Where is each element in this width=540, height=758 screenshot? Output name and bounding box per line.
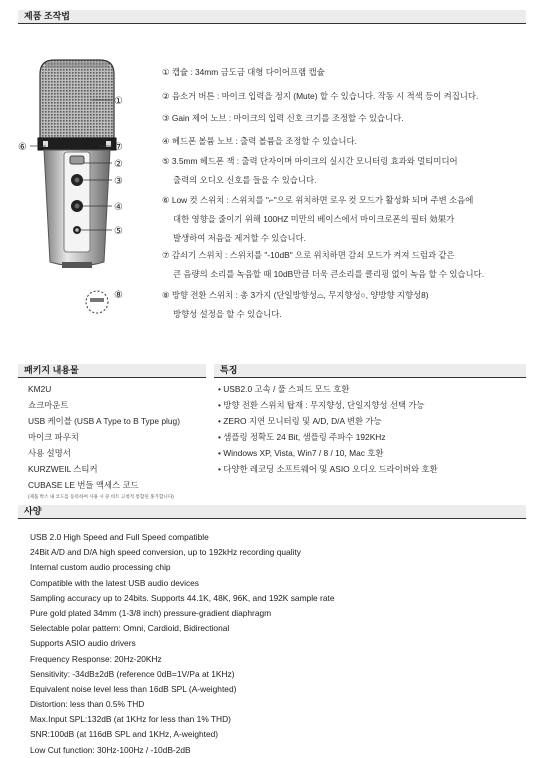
specs-divider	[18, 518, 526, 519]
feature-item	[162, 91, 478, 102]
spec-item: Max.Input SPL:132dB (at 1KHz for less than 1% THD)	[30, 714, 231, 725]
callout-7: ⑦	[114, 142, 123, 153]
package-item: KM2U	[28, 384, 52, 394]
feature-item	[162, 113, 404, 124]
feature-line: ③ Gain 제어 노브 : 마이크의 입력 신호 크기를 조정할 수 있습니다.	[162, 113, 404, 123]
feature-line: ① 캡슐 : 34mm 금도금 대형 다이어프램 캡슐	[162, 67, 325, 77]
feature-line: ② 음소거 버튼 : 마이크 입력을 정지 (Mute) 할 수 있습니다. 작동 시 적색 등이 켜집니다.	[162, 91, 479, 101]
mute-button	[70, 156, 84, 164]
feature-line: ⑦ 감쇠기 스위치 : 스위치를 "-10dB" 으로 위치하면 감쇠 모드가 켜져 드럼과 같은	[162, 250, 455, 260]
spec-item: Selectable polar pattern: Omni, Cardioid, Bidirectional	[30, 623, 230, 634]
package-item: CUBASE LE 번들 액세스 코드	[28, 480, 139, 490]
spec-item: Pure gold plated 34mm (1-3/8 inch) pressure-gradient diaphragm	[30, 607, 272, 618]
mic-grille	[40, 60, 114, 138]
specs-list	[30, 530, 334, 758]
mic-base	[62, 262, 92, 268]
features-list	[218, 381, 438, 477]
feature-bullet: • 방향 전환 스위치 탑재 : 무지향성, 단일지향성 선택 가능	[218, 400, 425, 410]
callout-3: ③	[114, 176, 123, 187]
package-item: 사용 설명서	[28, 448, 71, 458]
spec-item: SNR:100dB (at 116dB SPL and 1KHz, A-weighted)	[30, 729, 219, 740]
mic-collar	[38, 138, 116, 150]
callout-1: ①	[114, 96, 123, 107]
feature-item	[162, 250, 484, 280]
feature-bullet: • USB2.0 고속 / 풀 스피드 모드 호환	[218, 384, 350, 394]
feature-item	[162, 195, 473, 244]
feature-bullet: • 샘플링 정확도 24 Bit, 샘플링 주파수 192KHz	[218, 432, 386, 442]
package-item: 마이크 파우치	[28, 432, 79, 442]
feature-line: ⑧ 방향 전환 스위치 : 총 3가지 (단일방향성⌓, 무지향성○, 양방향 지향성8)	[162, 290, 429, 300]
package-section-header	[18, 364, 206, 377]
feature-line-continued: 발생하여 저음을 제거할 수 있습니다.	[173, 233, 306, 243]
feature-line: ⑤ 3.5mm 헤드폰 잭 : 출력 단자이며 마이크의 실시간 모니터링 효과와 멀티미디어	[162, 156, 458, 166]
package-item: 쇼크마운트	[28, 400, 69, 410]
feature-line-continued: 큰 음량의 소리를 녹음할 때 10dB만큼 더욱 큰소리를 클리핑 없이 녹음 할 수 있습니다.	[173, 269, 485, 279]
spec-item: Internal custom audio processing chip	[30, 562, 171, 573]
spec-item: Supports ASIO audio drivers	[30, 638, 136, 649]
feature-item	[162, 67, 325, 78]
package-section-title: 패키지 내용물	[24, 365, 79, 375]
features-divider	[214, 377, 526, 378]
spec-item: Compatible with the latest USB audio devices	[30, 577, 199, 588]
features-section-header	[214, 364, 526, 377]
callout-8: ⑧	[114, 290, 123, 301]
specs-section-title: 사양	[24, 506, 42, 516]
feature-line-continued: 대한 영향을 줄이기 위해 100HZ 미만의 베이스에서 마이크로폰의 필터 効果가	[173, 214, 455, 224]
feature-line: ④ 헤드폰 볼륨 노브 : 출력 볼륨을 조정할 수 있습니다.	[162, 136, 357, 146]
features-section-title: 특징	[220, 365, 238, 375]
spec-item: 24Bit A/D and D/A high speed conversion, up to 192kHz recording quality	[30, 547, 301, 558]
package-list	[28, 381, 180, 501]
spec-item: USB 2.0 High Speed and Full Speed compatible	[30, 532, 209, 542]
spec-item: Equivalent noise level less than 16dB SPL (A-weighted)	[30, 683, 237, 694]
callout-5: ⑤	[114, 226, 123, 237]
callout-6: ⑥	[18, 142, 27, 153]
feature-line: ⑥ Low 컷 스위치 : 스위치를 "⌐"으로 위치하면 로우 컷 모드가 활성화 되며 주변 소음에	[162, 195, 474, 205]
package-divider	[18, 377, 206, 378]
spec-item: Frequency Response: 20Hz-20KHz	[30, 653, 162, 664]
feature-item	[162, 136, 357, 147]
spec-item: Sensitivity: -34dB±2dB (reference 0dB=1V/Pa at 1KHz)	[30, 668, 235, 679]
feature-item	[162, 290, 429, 320]
package-item: USB 케이블 (USB A Type to B Type plug)	[28, 416, 180, 426]
spec-item: Sampling accuracy up to 24bits. Supports 44.1K, 48K, 96K, and 192K sample rate	[30, 592, 335, 603]
feature-line-continued: 방향성 설정을 할 수 있습니다.	[173, 309, 282, 319]
callout-4: ④	[114, 202, 123, 213]
callout-2: ②	[114, 159, 123, 170]
feature-line-continued: 출력의 오디오 신호를 들을 수 있습니다.	[173, 175, 317, 185]
feature-bullet: • ZERO 지연 모니터링 및 A/D, D/A 변환 가능	[218, 416, 382, 426]
mic-grille-cap	[46, 62, 108, 68]
package-footnote: (제품 박스 내 코드를 등록하여 사용 시 큐 비트 고청적 통합된 홍가합니다)	[28, 494, 174, 499]
specs-section-header	[18, 505, 526, 518]
spec-item: Distortion: less than 0.5% THD	[30, 699, 145, 710]
feature-item	[162, 156, 458, 186]
feature-bullet: • 다양한 레코딩 소프트웨어 및 ASIO 오디오 드라이버와 호환	[218, 464, 438, 474]
spec-item: Low Cut function: 30Hz-100Hz / -10dB-2dB	[30, 744, 191, 755]
feature-bullet: • Windows XP, Vista, Win7 / 8 / 10, Mac 호환	[218, 448, 384, 458]
controls-section-title: 제품 조작법	[24, 11, 70, 21]
package-item: KURZWEIL 스티커	[28, 464, 98, 474]
